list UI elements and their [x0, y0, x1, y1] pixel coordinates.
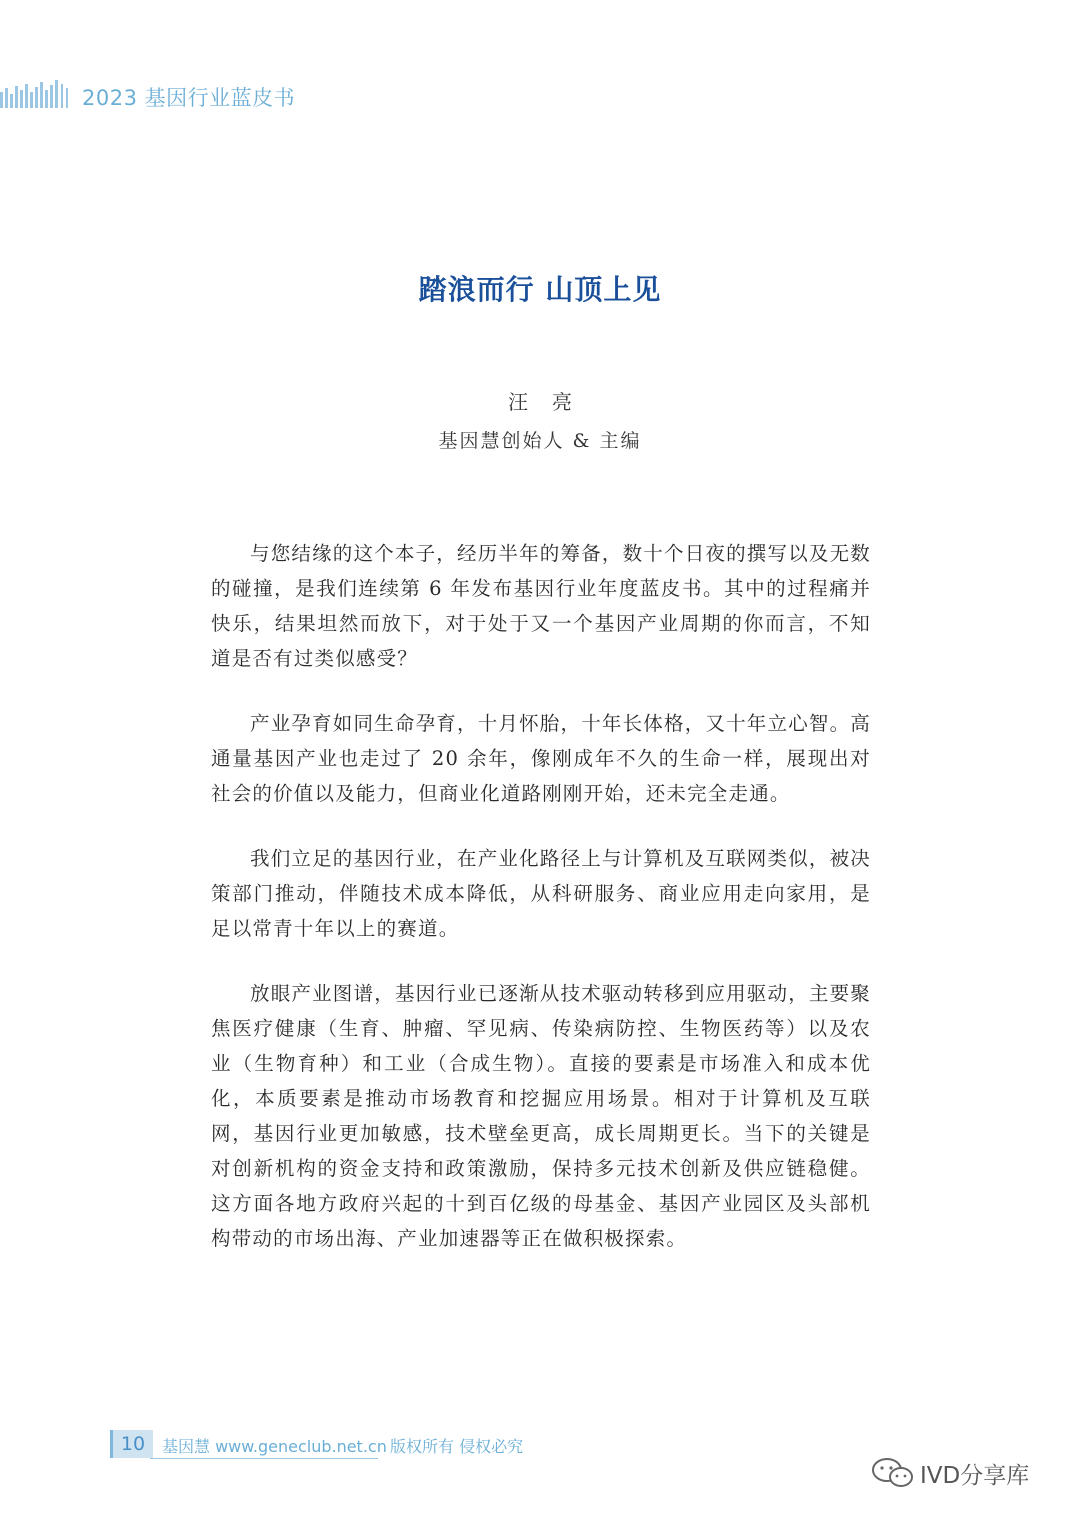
- watermark: [870, 1455, 1070, 1491]
- author-name: 汪亮: [508, 390, 596, 414]
- book-title: 2023 基因行业蓝皮书: [82, 86, 296, 110]
- paragraph: 产业孕育如同生命孕育，十月怀胎，十年长体格，又十年立心智。高通量基因产业也走过了 20 余年，像刚成年不久的生命一样，展现出对社会的价值以及能力，但商业化道路刚刚开始，还未完全走通。: [211, 712, 872, 805]
- watermark-text: IVD分享库: [920, 1463, 1030, 1489]
- barcode-decoration-icon: [0, 80, 72, 108]
- page-number: 10: [110, 1430, 153, 1458]
- page-footer: [110, 1430, 550, 1460]
- footer-brand: 基因慧 www.geneclub.net.cn: [162, 1437, 387, 1456]
- page-header: [0, 80, 400, 112]
- footer-divider: [150, 1458, 378, 1459]
- author-role: 基因慧创始人 & 主编: [438, 430, 642, 452]
- paragraph: 与您结缘的这个本子，经历半年的筹备，数十个日夜的撰写以及无数的碰撞，是我们连续第 6 年发布基因行业年度蓝皮书。其中的过程痛并快乐，结果坦然而放下，对于处于又一个基因产业周期的你而言，不知道是否有过类似感受？: [211, 542, 872, 670]
- footer-copyright: 版权所有 侵权必究: [390, 1437, 524, 1456]
- article-title: 踏浪而行 山顶上见: [418, 273, 662, 306]
- wechat-icon: [870, 1457, 916, 1489]
- paragraph: 放眼产业图谱，基因行业已逐渐从技术驱动转移到应用驱动，主要聚焦医疗健康（生育、肿瘤、罕见病、传染病防控、生物医药等）以及农业（生物育种）和工业（合成生物）。直接的要素是市场准入和成本优化，本质要素是推动市场教育和挖掘应用场景。相对于计算机及互联网，基因行业更加敏感，技术壁垒更高，成长周期更长。当下的关键是对创新机构的资金支持和政策激励，保持多元技术创新及供应链稳健。这方面各地方政府兴起的十到百亿级的母基金、基因产业园区及头部机构带动的市场出海、产业加速器等正在做积极探索。: [211, 982, 872, 1250]
- article-body: [211, 536, 871, 1286]
- paragraph: 我们立足的基因行业，在产业化路径上与计算机及互联网类似，被决策部门推动，伴随技术成本降低，从科研服务、商业应用走向家用，是足以常青十年以上的赛道。: [211, 847, 872, 940]
